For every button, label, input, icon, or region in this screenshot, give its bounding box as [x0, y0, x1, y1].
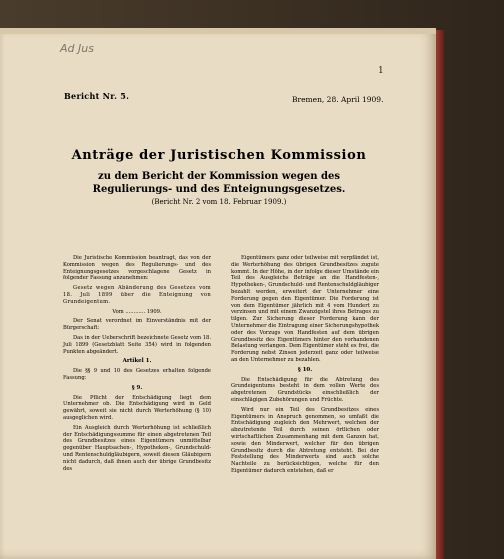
article-heading: Artikel 1. [122, 358, 152, 365]
paragraph: Wird nur ein Teil des Grundbesitzes eines Eigentümers in Anspruch genommen, so umfaßt die Entschädigung zugleich den Mehrwert, welchen der abzutretende Teil durch seinen örtlichen oder wirtschaftlichen Zusammenhang mit dem Ganzen hat, sowie den Minderwert, welcher für den übrigen Grundbesitz durch die Abtretung entsteht. Bei der Feststellung des Minderwerts sind auch solche Nachteile zu berücksichtigen, welche für den Eigentümer dadurch entstehen, daß er [231, 406, 379, 474]
law-date: Vom ............ 1909. [112, 308, 162, 315]
paragraph: Die Pflicht der Entschädigung liegt dem Unternehmer ob. Die Entschädigung wird in Geld gewährt, soweit sie nicht durch Werterhöhung (§ 10) ausgeglichen wird. [63, 394, 211, 421]
law-title: Gesetz wegen Abänderung des Gesetzes vom 18. Juli 1899 über die Enteignung von Grundeigentum. [63, 285, 211, 305]
date-line: Bremen, 28. April 1909. [292, 95, 384, 104]
report-reference: (Bericht Nr. 2 vom 18. Februar 1909.) [151, 198, 287, 206]
paragraph: Die §§ 9 und 10 des Gesetzes erhalten folgende Fassung: [63, 368, 211, 381]
paragraph: Das in der Ueberschrift bezeichnete Gesetz vom 18. Juli 1899 (Gesetzblatt Seite 354) wird in folgenden Punkten abgeändert. [63, 334, 211, 355]
paragraph: Ein Ausgleich durch Werterhöhung ist schließlich der Entschädigungssumme für einen abgetretenen Teil des Grundbesitzes eines Eigentümers unmittelbar gegenüber Hauptsachen-, Hypotheken-, Grundschuld- und Rentenschuldgläubigern, soweit diesen Gläubigern nicht dadurch, daß ihnen auch der übrige Grundbesitz des [63, 424, 211, 472]
report-label: Bericht Nr. 5. [64, 91, 130, 101]
paragraph: Eigentümers ganz oder teilweise mit verpfändet ist, die Werterhöhung des übrigen Grundbesitzes zugute kommt. In der Höhe, in der infolge dieser Umstände ein Teil des Ausgleichs Beträge an die Handfesten-, Hypotheken-, Grundschuld- und Rentenschuldgläubiger bezahlt werden, erweitert der Unternehmer eine Forderung gegen den Eigentümer. Die Forderung ist von dem Eigentümer jährlich mit 4 vom Hundert zu verzinsen und mit einem Zwanzigstel ihres Betrages zu tilgen. Zur Sicherung dieser Forderung kann der Unternehmer die Eintragung einer Sicherungshypothek oder des Vorzugs von Handfesten auf dem übrigen Grundbesitz des Eigentümers hinter den vorhandenen Belastung verlangen. Dem Eigentümer steht es frei, die Forderung nebst Zinsen jederzeit ganz oder teilweise an den Unternehmer zu bezahlen. [231, 255, 379, 363]
pencil-annotation: Ad Jus [60, 42, 94, 55]
paragraph: Die Entschädigung für die Abtretung des Grundeigentums besteht in dem vollen Werte des abgetretenen Grundstücks einschließlich der einschlägigen Zubehörungen und Früchte. [231, 376, 379, 403]
page-top-edge [0, 28, 436, 34]
document-title: Anträge der Juristischen Kommission [71, 148, 367, 163]
paragraph: Der Senat verordnet im Einverständnis mit der Bürgerschaft: [63, 318, 211, 332]
left-column [63, 255, 211, 475]
page-number: 1 [378, 66, 384, 76]
section-heading: § 9. [131, 384, 143, 391]
document-subtitle: zu dem Bericht der Kommission wegen des Regulierungs- und des Enteignungsgesetzes. [92, 171, 346, 195]
right-column [231, 255, 379, 478]
paragraph: Die Juristische Kommission beantragt, das von der Kommission wegen des Regulierungs- und des Enteignungsgesetzes vorgeschlagene Gesetz in folgender Fassung anzunehmen: [63, 255, 211, 282]
section-heading: § 10. [297, 366, 313, 373]
